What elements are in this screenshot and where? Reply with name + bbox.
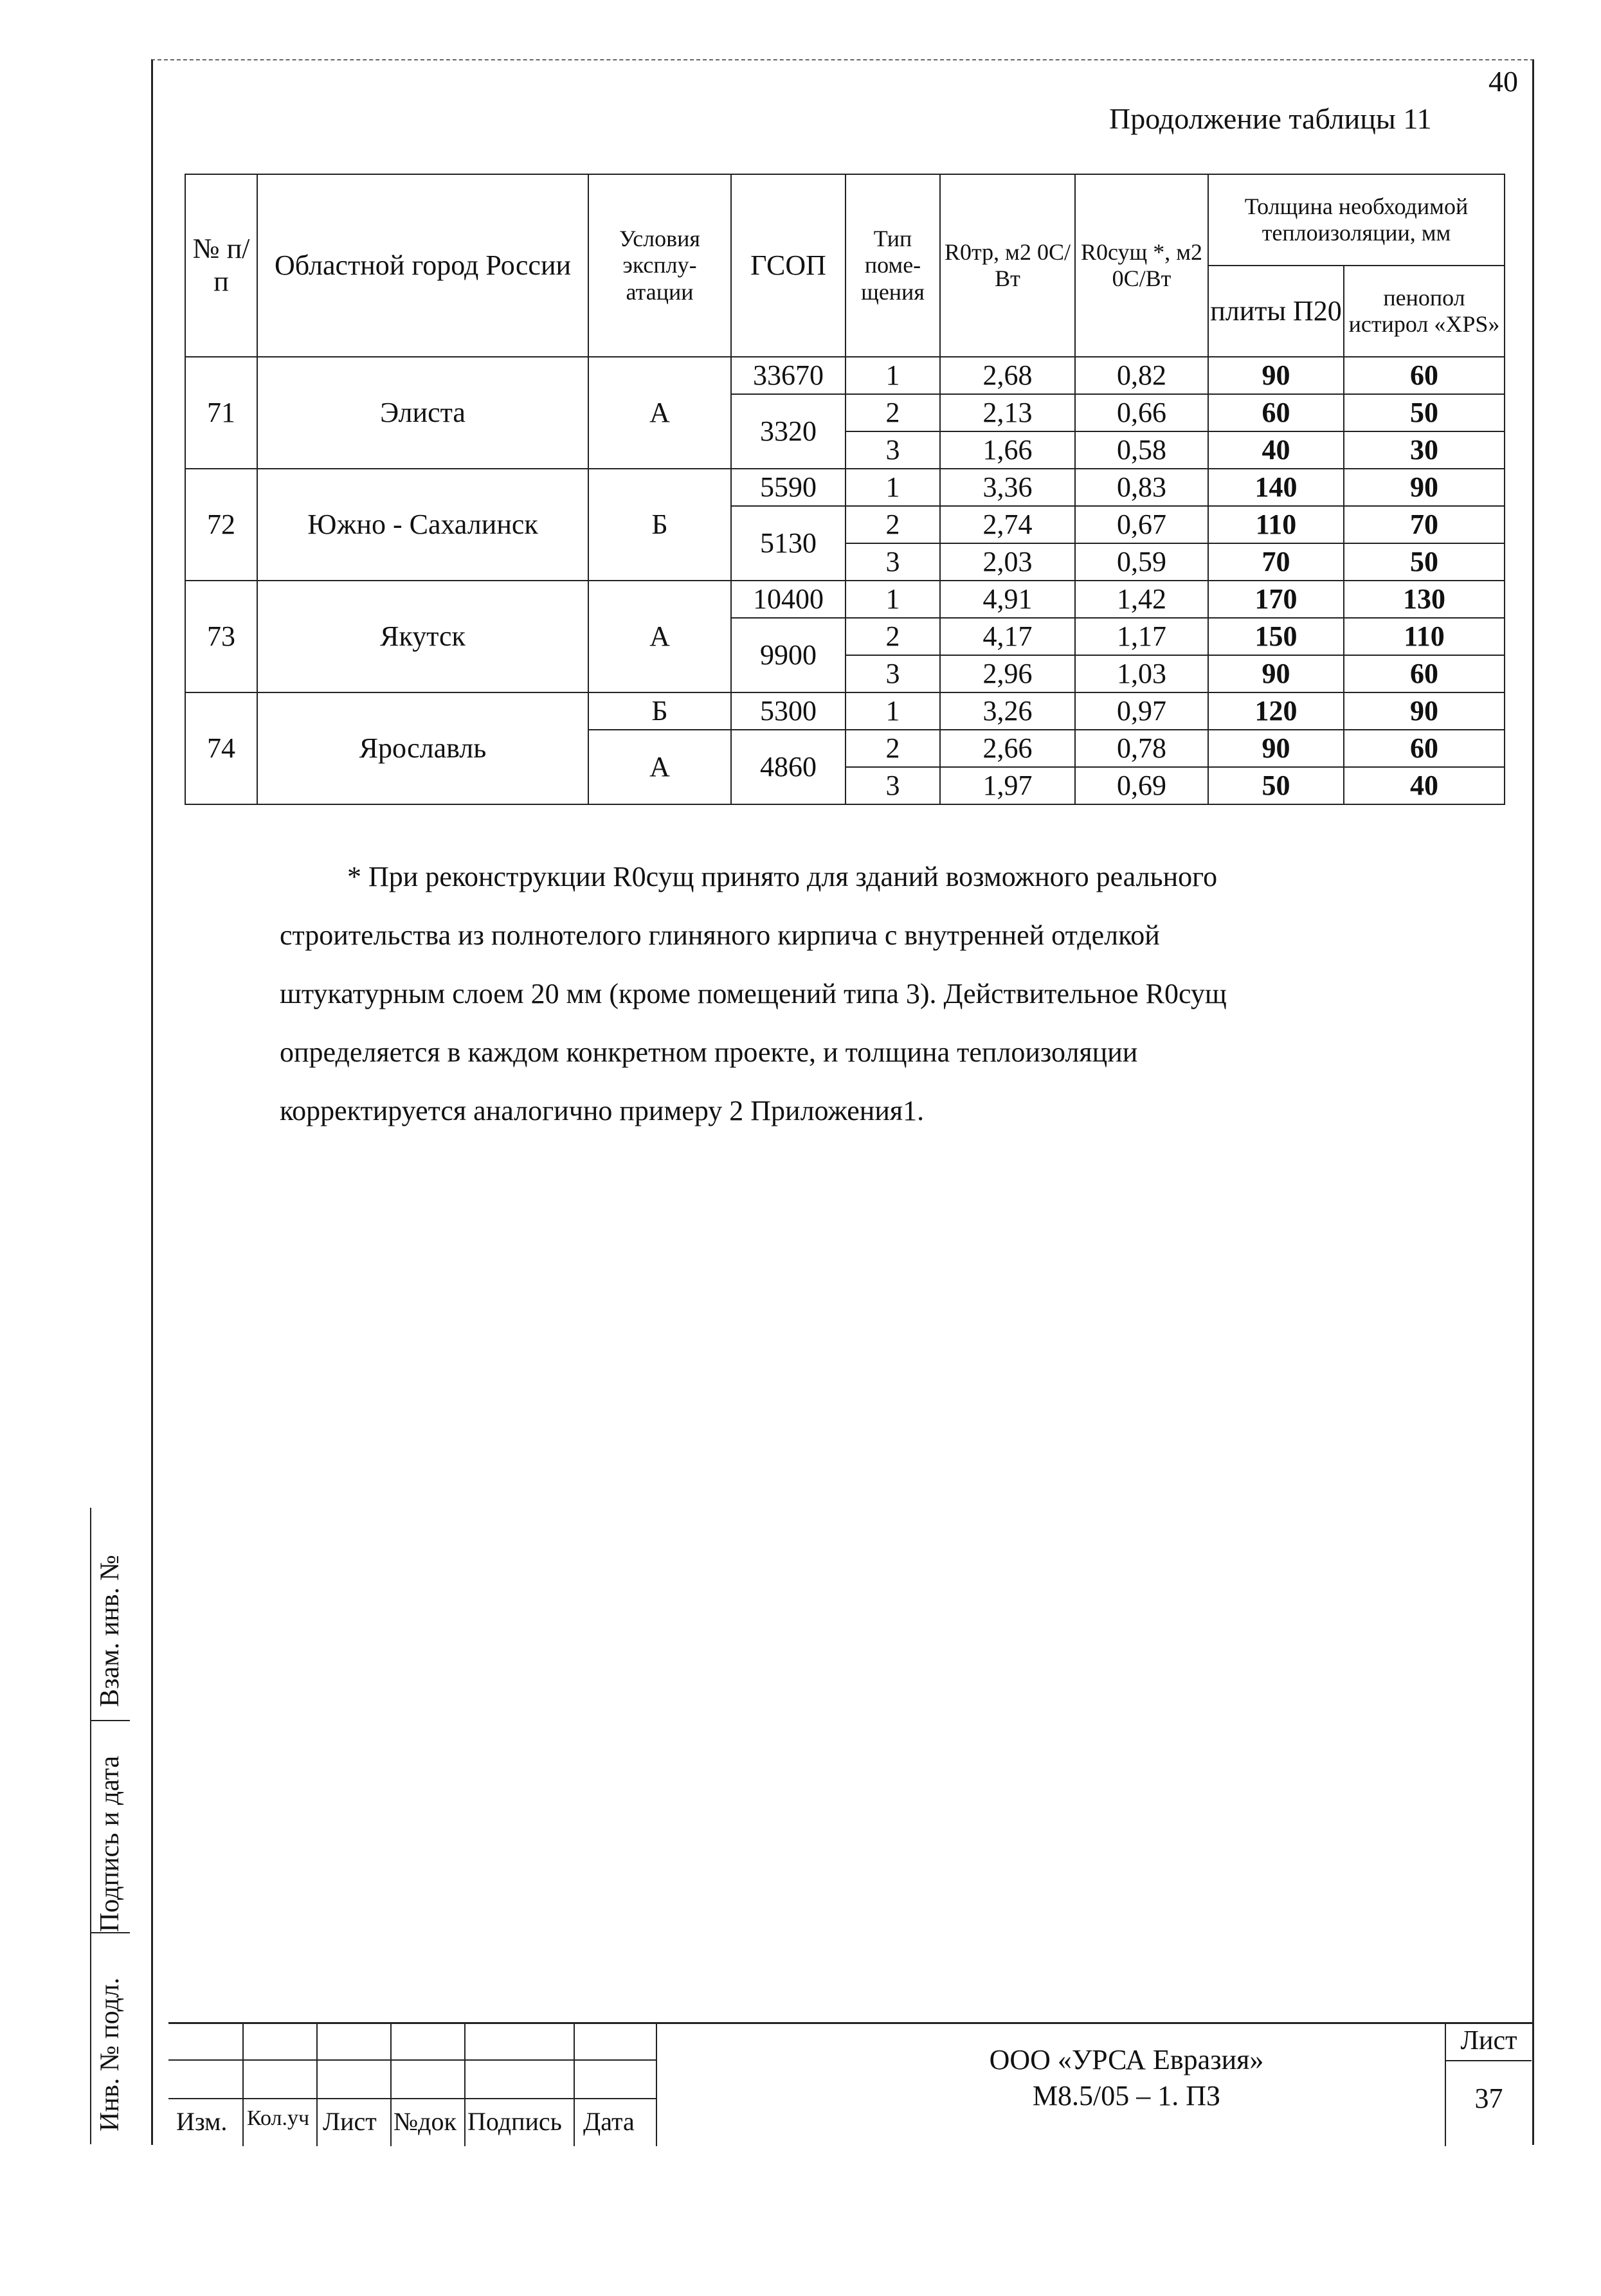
cell-rtr: 3,26 bbox=[940, 692, 1075, 730]
insulation-table bbox=[185, 174, 1505, 805]
header-r-sush: R0сущ *, м2 0С/Вт bbox=[1075, 174, 1208, 357]
cell-xps: 110 bbox=[1344, 618, 1505, 655]
side-label-vzam: Взам. инв. № bbox=[95, 1555, 125, 1707]
cell-rtr: 2,68 bbox=[940, 357, 1075, 394]
cell-gsop: 5130 bbox=[731, 506, 846, 581]
header-thickness: Толщина необходимой теплоизоляции, мм bbox=[1208, 174, 1505, 266]
cell-p20: 120 bbox=[1208, 692, 1344, 730]
grid-line bbox=[656, 2024, 657, 2146]
cell-xps: 70 bbox=[1344, 506, 1505, 543]
table-row bbox=[185, 581, 1505, 618]
stamp-col-ndok: №док bbox=[393, 2107, 457, 2136]
cell-gsop: 10400 bbox=[731, 581, 846, 618]
header-room-type: Тип поме-щения bbox=[846, 174, 940, 357]
cell-rsush: 0,67 bbox=[1075, 506, 1208, 543]
footnote-line: корректируется аналогично примеру 2 Приложения1. bbox=[280, 1095, 925, 1126]
header-foam: пенопол истирол «XPS» bbox=[1344, 266, 1505, 357]
cell-p20: 140 bbox=[1208, 469, 1344, 506]
stamp-col-izm: Изм. bbox=[176, 2107, 228, 2136]
cell-city: Ярославль bbox=[257, 692, 588, 804]
cell-rtr: 1,66 bbox=[940, 431, 1075, 469]
cell-num: 72 bbox=[185, 469, 257, 581]
title-block bbox=[168, 2022, 1532, 2146]
footnote-line: строительства из полнотелого глиняного кирпича с внутренней отделкой bbox=[280, 919, 1160, 951]
table-row bbox=[185, 692, 1505, 730]
cell-type: 1 bbox=[846, 357, 940, 394]
grid-line bbox=[464, 2024, 466, 2146]
cell-type: 3 bbox=[846, 431, 940, 469]
cell-xps: 30 bbox=[1344, 431, 1505, 469]
sheet-number-top: 40 bbox=[1488, 65, 1518, 98]
cell-rtr: 2,66 bbox=[940, 730, 1075, 767]
cell-p20: 50 bbox=[1208, 767, 1344, 804]
side-label-sign: Подпись и дата bbox=[95, 1755, 125, 1932]
continuation-title: Продолжение таблицы 11 bbox=[1109, 102, 1432, 135]
cell-type: 2 bbox=[846, 506, 940, 543]
grid-line bbox=[242, 2024, 244, 2146]
cell-city: Южно - Сахалинск bbox=[257, 469, 588, 581]
cell-rtr: 2,74 bbox=[940, 506, 1075, 543]
cell-type: 2 bbox=[846, 730, 940, 767]
cell-xps: 130 bbox=[1344, 581, 1505, 618]
header-plates: плиты П20 bbox=[1208, 266, 1344, 357]
cell-rsush: 0,78 bbox=[1075, 730, 1208, 767]
cell-type: 1 bbox=[846, 692, 940, 730]
stamp-col-date: Дата bbox=[583, 2107, 635, 2136]
cell-gsop: 9900 bbox=[731, 618, 846, 692]
cell-type: 3 bbox=[846, 767, 940, 804]
side-cell-inv bbox=[91, 1932, 130, 2144]
cell-gsop: 5300 bbox=[731, 692, 846, 730]
cell-rsush: 0,82 bbox=[1075, 357, 1208, 394]
cell-rsush: 1,42 bbox=[1075, 581, 1208, 618]
cell-rtr: 3,36 bbox=[940, 469, 1075, 506]
cell-rtr: 4,91 bbox=[940, 581, 1075, 618]
table-row bbox=[185, 357, 1505, 394]
side-stamp bbox=[90, 1508, 172, 2144]
cell-rtr: 2,96 bbox=[940, 655, 1075, 692]
header-gsop: ГСОП bbox=[731, 174, 846, 357]
cell-p20: 90 bbox=[1208, 655, 1344, 692]
cell-rsush: 0,97 bbox=[1075, 692, 1208, 730]
footnote-line: * При реконструкции R0сущ принято для зданий возможного реального bbox=[347, 861, 1218, 892]
cell-cond: А bbox=[588, 581, 731, 692]
grid-line bbox=[168, 2098, 657, 2099]
cell-p20: 110 bbox=[1208, 506, 1344, 543]
cell-p20: 150 bbox=[1208, 618, 1344, 655]
cell-city: Якутск bbox=[257, 581, 588, 692]
header-conditions: Условия эксплу-атации bbox=[588, 174, 731, 357]
cell-p20: 170 bbox=[1208, 581, 1344, 618]
side-cell-sign bbox=[91, 1720, 130, 1933]
cell-type: 2 bbox=[846, 394, 940, 431]
side-label-inv: Инв. № подл. bbox=[95, 1977, 125, 2131]
cell-p20: 90 bbox=[1208, 730, 1344, 767]
cell-rsush: 1,17 bbox=[1075, 618, 1208, 655]
cell-rsush: 0,83 bbox=[1075, 469, 1208, 506]
cell-gsop: 4860 bbox=[731, 730, 846, 804]
doc-code: М8.5/05 – 1. ПЗ bbox=[1032, 2080, 1221, 2111]
cell-gsop: 33670 bbox=[731, 357, 846, 394]
stamp-col-kolvo: Кол.уч bbox=[247, 2106, 310, 2130]
cell-num: 71 bbox=[185, 357, 257, 469]
cell-rsush: 0,69 bbox=[1075, 767, 1208, 804]
org-name: ООО «УРСА Евразия» bbox=[989, 2044, 1264, 2075]
title-block-grid bbox=[168, 2024, 657, 2146]
cell-xps: 60 bbox=[1344, 730, 1505, 767]
footnote-line: штукатурным слоем 20 мм (кроме помещений типа 3). Действительное R0сущ bbox=[280, 978, 1227, 1009]
cell-p20: 40 bbox=[1208, 431, 1344, 469]
cell-rsush: 0,59 bbox=[1075, 543, 1208, 581]
grid-line bbox=[168, 2059, 657, 2061]
cell-cond: А bbox=[588, 357, 731, 469]
header-num: № п/п bbox=[185, 174, 257, 357]
cell-cond: Б bbox=[588, 692, 731, 730]
cell-rsush: 0,66 bbox=[1075, 394, 1208, 431]
grid-line bbox=[316, 2024, 318, 2146]
footnote-line: определяется в каждом конкретном проекте, и толщина теплоизоляции bbox=[280, 1036, 1138, 1068]
cell-rtr: 2,13 bbox=[940, 394, 1075, 431]
header-city: Областной город России bbox=[257, 174, 588, 357]
cell-xps: 90 bbox=[1344, 692, 1505, 730]
sheet-box bbox=[1445, 2024, 1532, 2146]
cell-p20: 60 bbox=[1208, 394, 1344, 431]
cell-type: 3 bbox=[846, 655, 940, 692]
stamp-col-list: Лист bbox=[323, 2107, 377, 2136]
cell-gsop: 3320 bbox=[731, 394, 846, 469]
cell-xps: 50 bbox=[1344, 394, 1505, 431]
cell-type: 3 bbox=[846, 543, 940, 581]
table-row bbox=[185, 469, 1505, 506]
cell-city: Элиста bbox=[257, 357, 588, 469]
cell-xps: 60 bbox=[1344, 655, 1505, 692]
cell-cond: А bbox=[588, 730, 731, 804]
cell-rsush: 0,58 bbox=[1075, 431, 1208, 469]
grid-line bbox=[390, 2024, 392, 2146]
org-block bbox=[869, 2042, 1384, 2114]
cell-xps: 40 bbox=[1344, 767, 1505, 804]
header-r-tr: R0тр, м2 0С/Вт bbox=[940, 174, 1075, 357]
cell-cond: Б bbox=[588, 469, 731, 581]
cell-rsush: 1,03 bbox=[1075, 655, 1208, 692]
cell-xps: 90 bbox=[1344, 469, 1505, 506]
cell-num: 74 bbox=[185, 692, 257, 804]
cell-type: 1 bbox=[846, 581, 940, 618]
cell-rtr: 1,97 bbox=[940, 767, 1075, 804]
stamp-col-signature: Подпись bbox=[467, 2107, 562, 2136]
cell-xps: 60 bbox=[1344, 357, 1505, 394]
side-cell-vzam bbox=[91, 1508, 130, 1721]
cell-rtr: 2,03 bbox=[940, 543, 1075, 581]
cell-p20: 90 bbox=[1208, 357, 1344, 394]
cell-rtr: 4,17 bbox=[940, 618, 1075, 655]
cell-type: 2 bbox=[846, 618, 940, 655]
sheet-number: 37 bbox=[1474, 2083, 1503, 2114]
footnote bbox=[280, 847, 1373, 1140]
cell-type: 1 bbox=[846, 469, 940, 506]
cell-gsop: 5590 bbox=[731, 469, 846, 506]
cell-xps: 50 bbox=[1344, 543, 1505, 581]
grid-line bbox=[574, 2024, 575, 2146]
sheet-label: Лист bbox=[1460, 2026, 1517, 2056]
grid-line bbox=[1446, 2060, 1532, 2061]
cell-p20: 70 bbox=[1208, 543, 1344, 581]
cell-num: 73 bbox=[185, 581, 257, 692]
